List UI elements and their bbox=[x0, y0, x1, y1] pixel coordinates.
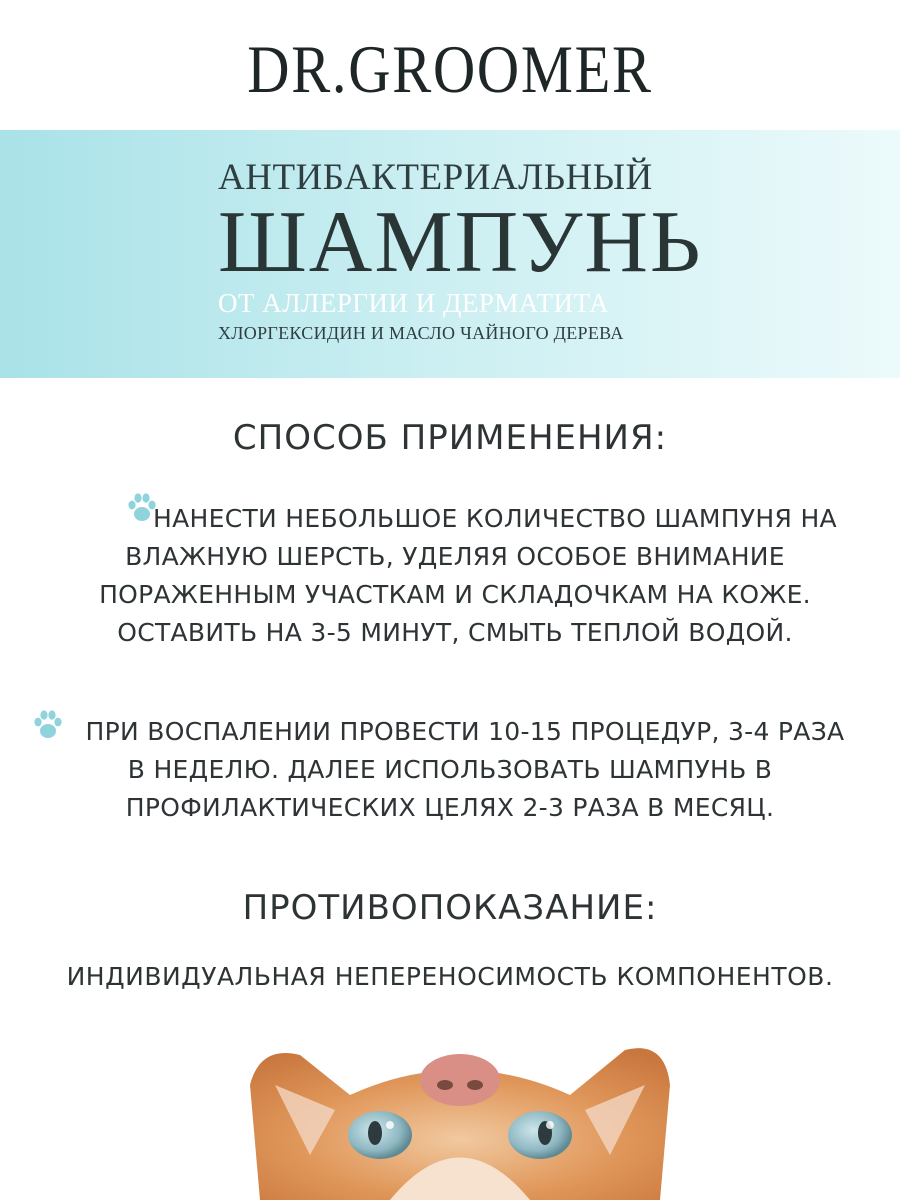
contraindication-heading: ПРОТИВОПОКАЗАНИЕ: bbox=[242, 888, 658, 928]
banner-text bbox=[218, 156, 703, 346]
contraindication-text: ИНДИВИДУАЛЬНАЯ НЕПЕРЕНОСИМОСТЬ КОМПОНЕНТОВ. bbox=[66, 962, 834, 991]
product-ingredients: ХЛОРГЕКСИДИН И МАСЛО ЧАЙНОГО ДЕРЕВА bbox=[218, 323, 624, 343]
cat-illustration bbox=[240, 1025, 680, 1200]
usage-step-2: ПРИ ВОСПАЛЕНИИ ПРОВЕСТИ 10-15 ПРОЦЕДУР, 3-4 РАЗА В НЕДЕЛЮ. ДАЛЕЕ ИСПОЛЬЗОВАТЬ ШАМПУНЬ В ПРОФИЛАКТИЧЕСКИХ ЦЕЛЯХ 2-3 РАЗА В МЕСЯЦ. bbox=[85, 717, 845, 822]
usage-heading: СПОСОБ ПРИМЕНЕНИЯ: bbox=[232, 418, 668, 458]
product-purpose: ОТ АЛЛЕРГИИ И ДЕРМАТИТА bbox=[218, 288, 610, 318]
product-banner bbox=[0, 130, 900, 378]
usage-step-1: НАНЕСТИ НЕБОЛЬШОЕ КОЛИЧЕСТВО ШАМПУНЯ НА ВЛАЖНУЮ ШЕРСТЬ, УДЕЛЯЯ ОСОБОЕ ВНИМАНИЕ ПОРАЖЕННЫМ УЧАСТКАМ И СКЛАДОЧКАМ НА КОЖЕ. ОСТАВИТЬ НА 3-5 МИНУТ, СМЫТЬ ТЕПЛОЙ ВОДОЙ. bbox=[99, 504, 837, 647]
product-name: ШАМПУНЬ bbox=[218, 194, 703, 291]
brand-logo: DR.GROOMER bbox=[247, 31, 653, 107]
product-type: АНТИБАКТЕРИАЛЬНЫЙ bbox=[218, 157, 653, 198]
